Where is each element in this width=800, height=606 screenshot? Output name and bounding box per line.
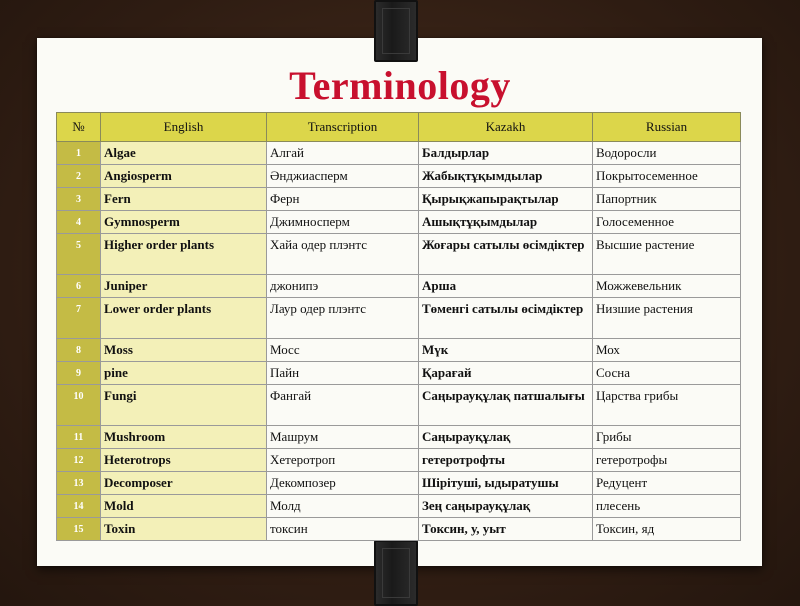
header-kazakh: Kazakh [419, 113, 593, 142]
cell-russian: Сосна [593, 362, 741, 385]
table-row [57, 298, 741, 339]
cell-transcription: Мосс [267, 339, 419, 362]
table-body [57, 142, 741, 541]
terminology-table [56, 112, 741, 541]
cell-english: Juniper [101, 275, 267, 298]
cell-english: Gymnosperm [101, 211, 267, 234]
table-row [57, 472, 741, 495]
cell-russian: Царства грибы [593, 385, 741, 426]
cell-transcription: Хайа одер плэнтс [267, 234, 419, 275]
page-title: Terminology [289, 63, 511, 108]
cell-russian: Водоросли [593, 142, 741, 165]
cell-english: Algae [101, 142, 267, 165]
cell-english: Lower order plants [101, 298, 267, 339]
cell-transcription: Алгай [267, 142, 419, 165]
cell-transcription: Әнджиасперм [267, 165, 419, 188]
cell-english: Fern [101, 188, 267, 211]
cell-english: Moss [101, 339, 267, 362]
row-number: 9 [57, 362, 101, 385]
table-row [57, 362, 741, 385]
cell-kazakh: гетеротрофты [419, 449, 593, 472]
cell-transcription: Хетеротроп [267, 449, 419, 472]
cell-transcription: джонипэ [267, 275, 419, 298]
row-number: 2 [57, 165, 101, 188]
cell-english: pine [101, 362, 267, 385]
cell-english: Mushroom [101, 426, 267, 449]
row-number: 6 [57, 275, 101, 298]
table-row [57, 449, 741, 472]
cell-kazakh: Қырықжапырақтылар [419, 188, 593, 211]
header-transcription: Transcription [267, 113, 419, 142]
cell-russian: Токсин, яд [593, 518, 741, 541]
cell-russian: Голосеменное [593, 211, 741, 234]
table-header-row [57, 113, 741, 142]
cell-russian: Высшие растение [593, 234, 741, 275]
cell-english: Decomposer [101, 472, 267, 495]
cell-russian: Можжевельник [593, 275, 741, 298]
row-number: 10 [57, 385, 101, 426]
table-row [57, 188, 741, 211]
cell-kazakh: Балдырлар [419, 142, 593, 165]
row-number: 14 [57, 495, 101, 518]
header-number: № [57, 113, 101, 142]
table-row [57, 142, 741, 165]
cell-transcription: Пайн [267, 362, 419, 385]
cell-russian: Низшие растения [593, 298, 741, 339]
table-row [57, 518, 741, 541]
cell-kazakh: Қарағай [419, 362, 593, 385]
cell-russian: Папортник [593, 188, 741, 211]
cell-russian: Грибы [593, 426, 741, 449]
table-row [57, 339, 741, 362]
cell-transcription: Машрум [267, 426, 419, 449]
cell-transcription: Лаур одер плэнтс [267, 298, 419, 339]
cell-russian: гетеротрофы [593, 449, 741, 472]
cell-kazakh: Мүк [419, 339, 593, 362]
cell-transcription: Декомпозер [267, 472, 419, 495]
cell-english: Mold [101, 495, 267, 518]
cell-transcription: Фангай [267, 385, 419, 426]
cell-english: Fungi [101, 385, 267, 426]
row-number: 4 [57, 211, 101, 234]
cell-kazakh: Саңырауқұлақ [419, 426, 593, 449]
cell-transcription: Ферн [267, 188, 419, 211]
row-number: 1 [57, 142, 101, 165]
cell-kazakh: Ашықтұқымдылар [419, 211, 593, 234]
row-number: 5 [57, 234, 101, 275]
table-row [57, 234, 741, 275]
cell-russian: Мох [593, 339, 741, 362]
cell-kazakh: Токсин, у, уыт [419, 518, 593, 541]
cell-transcription: Молд [267, 495, 419, 518]
row-number: 13 [57, 472, 101, 495]
row-number: 3 [57, 188, 101, 211]
table-row [57, 211, 741, 234]
row-number: 7 [57, 298, 101, 339]
header-english: English [101, 113, 267, 142]
cell-english: Heterotrops [101, 449, 267, 472]
row-number: 12 [57, 449, 101, 472]
cell-russian: Редуцент [593, 472, 741, 495]
cell-kazakh: Саңырауқұлақ патшалығы [419, 385, 593, 426]
cell-kazakh: Төменгі сатылы өсімдіктер [419, 298, 593, 339]
row-number: 11 [57, 426, 101, 449]
top-binder-clip [374, 0, 418, 62]
header-russian: Russian [593, 113, 741, 142]
cell-kazakh: Зең саңырауқұлақ [419, 495, 593, 518]
table-row [57, 165, 741, 188]
cell-russian: плесень [593, 495, 741, 518]
cell-english: Higher order plants [101, 234, 267, 275]
cell-transcription: Джимноспeрм [267, 211, 419, 234]
cell-kazakh: Жабықтұқымдылар [419, 165, 593, 188]
cell-english: Angiosperm [101, 165, 267, 188]
row-number: 8 [57, 339, 101, 362]
table-row [57, 385, 741, 426]
cell-transcription: токсин [267, 518, 419, 541]
row-number: 15 [57, 518, 101, 541]
cell-kazakh: Жоғары сатылы өсімдіктер [419, 234, 593, 275]
cell-english: Toxin [101, 518, 267, 541]
bottom-binder-clip [374, 540, 418, 606]
cell-kazakh: Арша [419, 275, 593, 298]
cell-russian: Покрытосеменное [593, 165, 741, 188]
cell-kazakh: Шірітуші, ыдыратушы [419, 472, 593, 495]
table-row [57, 495, 741, 518]
table-row [57, 275, 741, 298]
table-row [57, 426, 741, 449]
